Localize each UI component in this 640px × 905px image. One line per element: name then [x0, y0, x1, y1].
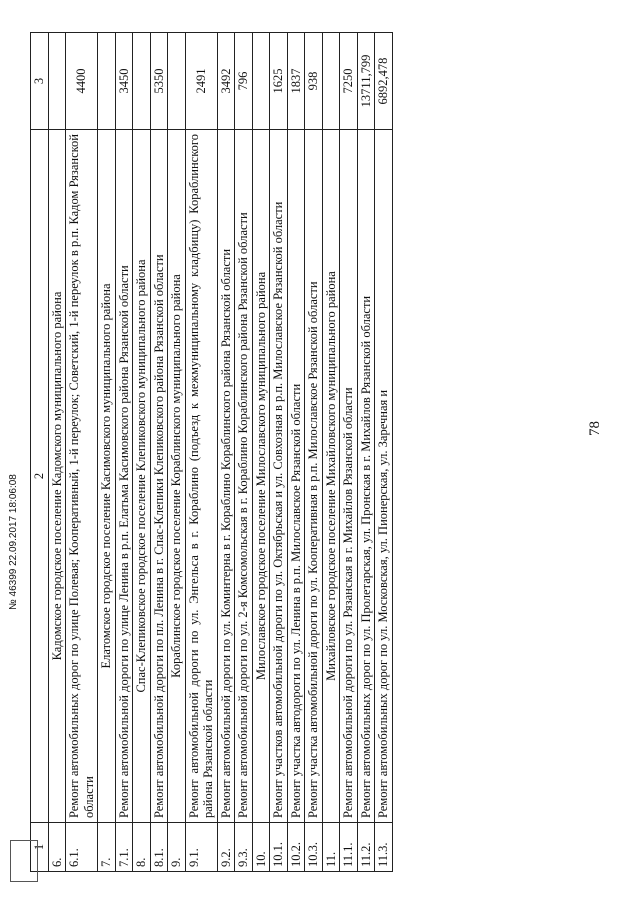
row-value: 7250	[340, 33, 358, 130]
header-col-2: 2	[31, 130, 49, 823]
row-number: 9.2.	[217, 823, 235, 872]
row-number: 10.2.	[287, 823, 305, 872]
row-value	[322, 33, 340, 130]
row-number: 10.	[252, 823, 270, 872]
page-number: 78	[587, 421, 603, 436]
row-value: 938	[305, 33, 323, 130]
row-number: 11.3.	[375, 823, 393, 872]
table-row	[305, 33, 323, 872]
table-header-row	[31, 33, 49, 872]
row-number: 6.	[48, 823, 66, 872]
header-col-1: 1	[31, 823, 49, 872]
row-text: Ремонт участков автомобильной дороги по ул. Октябрьская и ул. Совхозная в р.п. Милославское Рязанской области	[270, 130, 288, 823]
row-text: Ремонт автомобильной дороги по ул. 2-я Комсомольская в г. Кораблино Кораблинского района Рязанской области	[235, 130, 253, 823]
row-number: 7.	[98, 823, 116, 872]
stamp-logo	[10, 840, 38, 882]
row-value	[98, 33, 116, 130]
row-text: Ремонт автомобильной дороги по улице Ленина в р.п. Елатьма Касимовского района Рязанской области	[115, 130, 133, 823]
row-value: 3492	[217, 33, 235, 130]
table-row	[270, 33, 288, 872]
row-number: 10.3.	[305, 823, 323, 872]
row-value: 796	[235, 33, 253, 130]
row-number: 11.	[322, 823, 340, 872]
row-value: 4400	[66, 33, 98, 130]
row-text: Ремонт автомобильных дорог по улице Полевая; Кооперативный, 1-й переулок; Советский, 1-й переулок в р.п. Кадом Рязанской области	[66, 130, 98, 823]
row-value: 5350	[150, 33, 168, 130]
table-row	[185, 33, 217, 872]
row-text: Михайловское городское поселение Михайловского муниципального района	[322, 130, 340, 823]
row-number: 7.1.	[115, 823, 133, 872]
table-row	[66, 33, 98, 872]
row-text: Кораблинское городское поселение Кораблинского муниципального района	[168, 130, 186, 823]
row-number: 11.1.	[340, 823, 358, 872]
section-row	[98, 33, 116, 872]
row-text: Ремонт участка автодороги по ул. Ленина в р.п. Милославское Рязанской области	[287, 130, 305, 823]
row-text: Ремонт автомобильной дороги по пл. Ленина в г. Спас-Клепики Клепиковского района Рязанской области	[150, 130, 168, 823]
row-number: 6.1.	[66, 823, 98, 872]
row-number: 10.1.	[270, 823, 288, 872]
repair-table	[30, 32, 393, 872]
rotated-table-container	[30, 32, 560, 872]
row-value	[252, 33, 270, 130]
row-value: 3450	[115, 33, 133, 130]
row-value: 2491	[185, 33, 217, 130]
row-value: 1625	[270, 33, 288, 130]
section-row	[133, 33, 151, 872]
row-text: Ремонт автомобильной дороги по ул. Рязанская в г. Михайлов Рязанской области	[340, 130, 358, 823]
row-value	[168, 33, 186, 130]
table-row	[287, 33, 305, 872]
footer-registration: № 46399 22.09.2017 18:06:08	[8, 474, 19, 610]
table-row	[235, 33, 253, 872]
row-text: Милославское городское поселение Милославского муниципального района	[252, 130, 270, 823]
row-value: 13711,799	[357, 33, 375, 130]
row-text: Спас-Клепиковское городское поселение Клепиковского муниципального района	[133, 130, 151, 823]
row-number: 8.	[133, 823, 151, 872]
row-value: 1837	[287, 33, 305, 130]
row-text: Елатомское городское поселение Касимовского муниципального района	[98, 130, 116, 823]
row-value: 6892,478	[375, 33, 393, 130]
row-number: 9.3.	[235, 823, 253, 872]
row-number: 9.1.	[185, 823, 217, 872]
section-row	[48, 33, 66, 872]
row-value	[133, 33, 151, 130]
section-row	[252, 33, 270, 872]
row-text: Ремонт автомобильных дорог по ул. Пролетарская, ул. Пронская в г. Михайлов Рязанской области	[357, 130, 375, 823]
table-row	[150, 33, 168, 872]
row-number: 9.	[168, 823, 186, 872]
row-value	[48, 33, 66, 130]
table-row	[217, 33, 235, 872]
row-number: 11.2.	[357, 823, 375, 872]
row-text: Ремонт автомобильной дороги по ул. Коминтерна в г. Кораблино Кораблинского района Рязанской области	[217, 130, 235, 823]
row-text: Ремонт автомобильных дорог по ул. Московская, ул. Пионерская, ул. Заречная и	[375, 130, 393, 823]
row-text: Кадомское городское поселение Кадомского муниципального района	[48, 130, 66, 823]
table-row	[357, 33, 375, 872]
header-col-3: 3	[31, 33, 49, 130]
table-row	[115, 33, 133, 872]
row-text: Ремонт автомобильной дороги по ул. Энгельса в г. Кораблино (подъезд к межмуниципальному кладбищу) Кораблинского района Рязанской области	[185, 130, 217, 823]
section-row	[168, 33, 186, 872]
row-text: Ремонт участка автомобильной дороги по ул. Кооперативная в р.п. Милославское Рязанской области	[305, 130, 323, 823]
row-number: 8.1.	[150, 823, 168, 872]
table-row	[340, 33, 358, 872]
section-row	[322, 33, 340, 872]
table-row	[375, 33, 393, 872]
